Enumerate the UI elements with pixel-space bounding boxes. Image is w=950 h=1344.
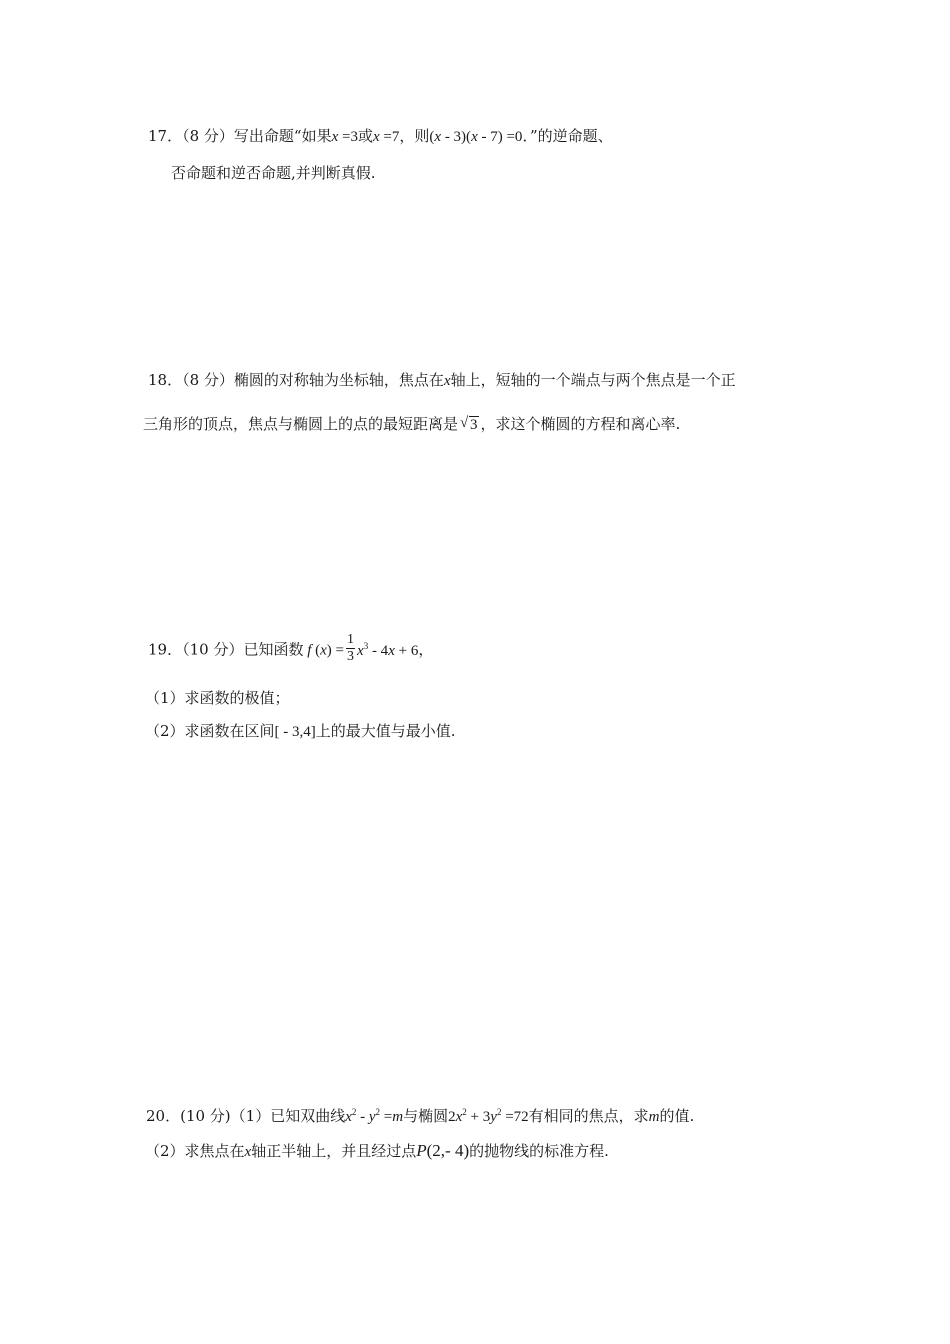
q18-suffix: 轴上，短轴的一个端点与两个焦点是一个正 [450,371,736,389]
q17-line-2: 否命题和逆否命题,并判断真假. [171,164,376,182]
q18-line-2 [143,414,680,435]
q17-then: ，则 [399,127,430,145]
q17-line-1: 17．（8 分）写出命题“如果x =3或x =7，则(x - 3)(x - 7) =0．”的逆命题、 [148,127,613,145]
q17-or: 或 [357,127,373,145]
q19-line-1: 19．（10 分）已知函数 f (x) = $\frac{1}{3}$ $x^3 - 4x + 6$， [148,632,434,664]
math-m: m [648,1109,660,1125]
math-point-p: P(2,- 4) [416,1141,470,1160]
math-x-axis: x [244,1144,252,1160]
math-fraction: $\frac{1}{3}$ [347,632,355,664]
q20-prefix: 20．(10 分)（1）已知双曲线 [146,1107,346,1125]
q19-part2-prefix: （2）求函数在区间 [145,722,275,740]
q17-suffix: ．”的逆命题、 [522,127,613,145]
math-ellipse: $2x^2 + 3y^2 =72$ [448,1107,529,1125]
math-x-eq-3: x [331,129,339,145]
math-interval: [ - 3,4] [274,724,316,740]
q18-line2-suffix: ，求这个椭圆的方程和离心率. [480,415,681,433]
math-x-axis: x [443,373,451,389]
q19-part2-suffix: 上的最大值与最小值. [315,722,456,740]
math-hyperbola: $x^2 - y^2 =m$ [345,1107,404,1125]
q18-line2-prefix: 三角形的顶点，焦点与椭圆上的点的最短距离是 [143,415,459,433]
q18-line-1 [148,370,736,391]
q20-part-2: （2）求焦点在x轴正半轴上，并且经过点P(2,- 4)的抛物线的标准方程. [145,1141,609,1160]
q19-part-2 [145,721,456,742]
q19-part-1: （1）求函数的极值； [145,689,290,707]
math-function: f (x) = [307,642,345,659]
math-sqrt-3: √ 3 [460,415,478,433]
math-product: (x - 3)(x - 7) =0 [429,129,523,145]
q19-prefix: 19．（10 分）已知函数 [148,640,304,659]
q20-line-1: 20．(10 分)（1）已知双曲线$x^2 - y^2 =m$与椭圆$2x^2 + 3y^2 =72$有相同的焦点，求m的值. [146,1107,695,1125]
q17-prefix: 17．（8 分）写出命题“如果 [148,127,332,145]
q18-prefix: 18．（8 分）椭圆的对称轴为坐标轴，焦点在 [148,371,444,389]
math-polynomial: $x^3 - 4x + 6$ [357,640,419,659]
